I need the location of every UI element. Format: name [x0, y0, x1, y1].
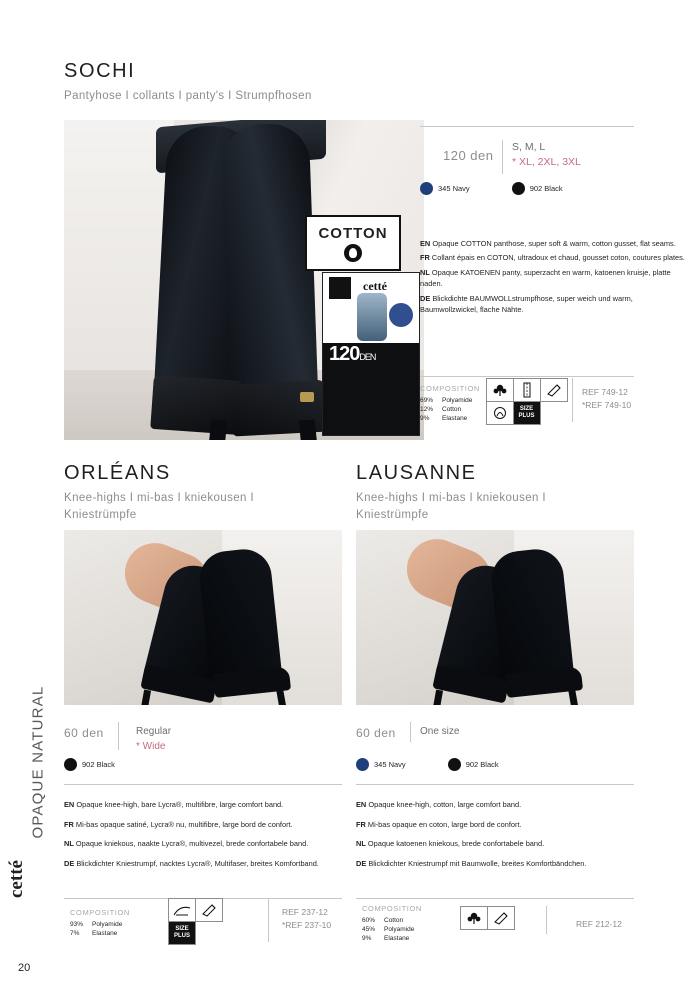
- desc-text: Opaque COTTON panthose, super soft & warm, cotton gusset, flat seams.: [432, 239, 676, 248]
- feature-icons-orleans: [168, 898, 224, 944]
- subtitle-sochi: Pantyhose I collants I panty's I Strumpfhosen: [64, 90, 312, 102]
- divider: [420, 126, 634, 127]
- size-plus-icon: [513, 401, 541, 425]
- denier-orleans: 60 den: [64, 726, 104, 740]
- lang-tag: EN: [420, 239, 431, 248]
- lang-tag: EN: [356, 800, 367, 810]
- comp-pct: 9%: [420, 415, 430, 422]
- page-title-orleans: ORLÉANS: [64, 462, 171, 484]
- desc-text: Opaque katoenen kniekous, brede confortabele band.: [367, 839, 545, 849]
- comp-pct: 60%: [362, 917, 376, 924]
- ref: REF 212-12: [576, 919, 622, 929]
- size-plus-icon: [168, 921, 196, 945]
- denier-sochi: 120 den: [443, 148, 494, 163]
- page-rail: [0, 0, 46, 990]
- color-dot: [448, 758, 461, 771]
- divider: [572, 378, 573, 422]
- soft-touch-icon: [487, 906, 515, 930]
- desc-text: Opaque knee-high, cotton, large comfort band.: [368, 800, 522, 810]
- packshot-brand: cetté: [363, 279, 387, 293]
- product-photo-lausanne: [356, 530, 634, 705]
- composition-list-lausanne: [362, 916, 414, 943]
- sizes-secondary: * XL, 2XL, 3XL: [512, 156, 581, 168]
- divider: [356, 898, 634, 899]
- desc-text: Mi-bas opaque en coton, large bord de confort.: [367, 819, 522, 829]
- comp-material: Cotton: [384, 917, 404, 924]
- flat-seam-icon: [513, 378, 541, 402]
- lang-tag: NL: [356, 839, 366, 849]
- divider: [64, 784, 342, 785]
- gusset-icon: [486, 401, 514, 425]
- fit-wide: * Wide: [136, 741, 166, 752]
- subtitle-orleans: Knee-highs I mi-bas I kniekousen I Kniestrümpfe: [64, 492, 255, 521]
- ref-list-orleans: [282, 906, 331, 932]
- lang-tag: FR: [64, 819, 74, 829]
- lang-tag: EN: [64, 800, 75, 810]
- comp-pct: 12%: [420, 406, 434, 413]
- page-number: 20: [18, 962, 31, 974]
- ref: REF 749-12: [582, 387, 628, 397]
- divider: [410, 722, 411, 742]
- cotton-boll-icon: [344, 244, 362, 262]
- color-swatches-lausanne: [356, 758, 499, 771]
- comp-material: Elastane: [442, 415, 468, 422]
- comp-pct: 45%: [362, 926, 376, 933]
- desc-text: Blickdichter Kniestrumpf mit Baumwolle, breites Komfortbändchen.: [368, 858, 587, 868]
- feature-icons-lausanne: [460, 906, 516, 929]
- fit-one-size: One size: [420, 726, 460, 737]
- soft-touch-icon: [540, 378, 568, 402]
- color-dot: [64, 758, 77, 771]
- ref-list-lausanne: [576, 918, 622, 931]
- composition-label-lausanne: COMPOSITION: [362, 904, 422, 913]
- lang-tag: FR: [356, 819, 366, 829]
- cotton-badge-label: COTTON: [318, 224, 388, 242]
- comp-pct: 69%: [420, 397, 434, 404]
- comp-material: Polyamide: [442, 397, 473, 404]
- description-lausanne: [356, 792, 636, 877]
- desc-text: Blickdichte BAUMWOLLstrumpfhose, super weich und warm, Baumwollzwickel, flache Nähte.: [420, 293, 633, 315]
- fits-orleans: [136, 724, 171, 754]
- divider: [268, 898, 269, 942]
- sizes-primary: S, M, L: [512, 141, 546, 153]
- ref: REF 237-12: [282, 907, 328, 917]
- fit-regular: Regular: [136, 726, 172, 737]
- size-plus-label: SIZE PLUS: [518, 405, 535, 419]
- ref: *REF 749-10: [582, 400, 632, 410]
- comp-material: Polyamide: [384, 926, 415, 933]
- soft-touch-icon: [195, 898, 223, 922]
- swatch-902-black[interactable]: [448, 758, 499, 771]
- composition-label-orleans: COMPOSITION: [70, 908, 130, 917]
- feature-icons-sochi: [486, 378, 568, 424]
- divider: [502, 140, 503, 174]
- description-orleans: [64, 792, 344, 877]
- sizes-sochi: [512, 140, 581, 170]
- comp-material: Elastane: [384, 935, 410, 942]
- swatch-label: 902 Black: [82, 760, 115, 769]
- swatch-label: 902 Black: [465, 760, 499, 769]
- lang-tag: NL: [64, 839, 74, 849]
- divider: [118, 722, 119, 750]
- divider: [546, 906, 547, 934]
- comp-material: Polyamide: [92, 921, 123, 928]
- brand-logo: cetté: [6, 860, 27, 898]
- lang-tag: DE: [420, 293, 431, 303]
- swatch-345-navy[interactable]: [420, 182, 470, 195]
- lang-tag: DE: [64, 858, 75, 868]
- color-swatches-sochi: [420, 182, 563, 195]
- rail-label: OPAQUE NATURAL: [29, 685, 47, 839]
- color-dot: [420, 182, 433, 195]
- cotton-badge: [305, 215, 401, 271]
- swatch-label: 345 Navy: [438, 184, 470, 193]
- divider: [356, 784, 634, 785]
- size-plus-label: SIZE PLUS: [173, 925, 190, 939]
- color-dot: [512, 182, 525, 195]
- desc-text: Opaque knee-high, bare Lycra®, multifibre, large comfort band.: [76, 800, 284, 810]
- color-swatches-orleans: [64, 758, 115, 771]
- denier-lausanne: 60 den: [356, 726, 396, 740]
- color-dot: [356, 758, 369, 771]
- subtitle-lausanne: Knee-highs I mi-bas I kniekousen I Kniestrümpfe: [356, 492, 547, 521]
- ref-list-sochi: [582, 386, 631, 412]
- packshot-denier: 120DEN: [329, 343, 376, 365]
- lang-tag: DE: [356, 858, 367, 868]
- wide-fit-icon: [168, 898, 196, 922]
- comp-material: Cotton: [442, 406, 462, 413]
- desc-text: Blickdichter Kniestrumpf, nacktes Lycra®, Multifaser, breites Komfortband.: [76, 858, 319, 868]
- fits-lausanne: [420, 724, 459, 739]
- swatch-902-black[interactable]: [512, 182, 563, 195]
- swatch-345-navy[interactable]: [356, 758, 406, 771]
- lang-tag: FR: [420, 253, 430, 263]
- ref: *REF 237-10: [282, 920, 332, 930]
- lang-tag: NL: [420, 267, 430, 277]
- swatch-902-black[interactable]: [64, 758, 115, 771]
- cotton-icon: [486, 378, 514, 402]
- desc-text: Opaque kniekous, naakte Lycra®, multivezel, brede confortabele band.: [75, 839, 309, 849]
- desc-text: Opaque KATOENEN panty, superzacht en warm, katoenen kruisje, platte naden.: [420, 267, 671, 289]
- desc-text: Collant épais en COTON, ultradoux et chaud, gousset coton, coutures plates.: [431, 253, 685, 263]
- composition-list-sochi: [420, 396, 472, 423]
- desc-text: Mi-bas opaque satiné, Lycra® nu, multifibre, large bord de confort.: [75, 819, 293, 829]
- cotton-icon: [460, 906, 488, 930]
- swatch-label: 902 Black: [529, 184, 563, 193]
- packshot-sochi: [322, 272, 420, 436]
- comp-pct: 7%: [70, 930, 80, 937]
- swatch-label: 345 Navy: [374, 760, 406, 769]
- composition-label-sochi: COMPOSITION: [420, 384, 480, 393]
- description-sochi: [420, 238, 690, 318]
- comp-pct: 9%: [362, 935, 372, 942]
- page-title-sochi: SOCHI: [64, 60, 136, 82]
- comp-pct: 93%: [70, 921, 84, 928]
- composition-list-orleans: [70, 920, 122, 938]
- comp-material: Elastane: [92, 930, 118, 937]
- product-photo-orleans: [64, 530, 342, 705]
- page-title-lausanne: LAUSANNE: [356, 462, 477, 484]
